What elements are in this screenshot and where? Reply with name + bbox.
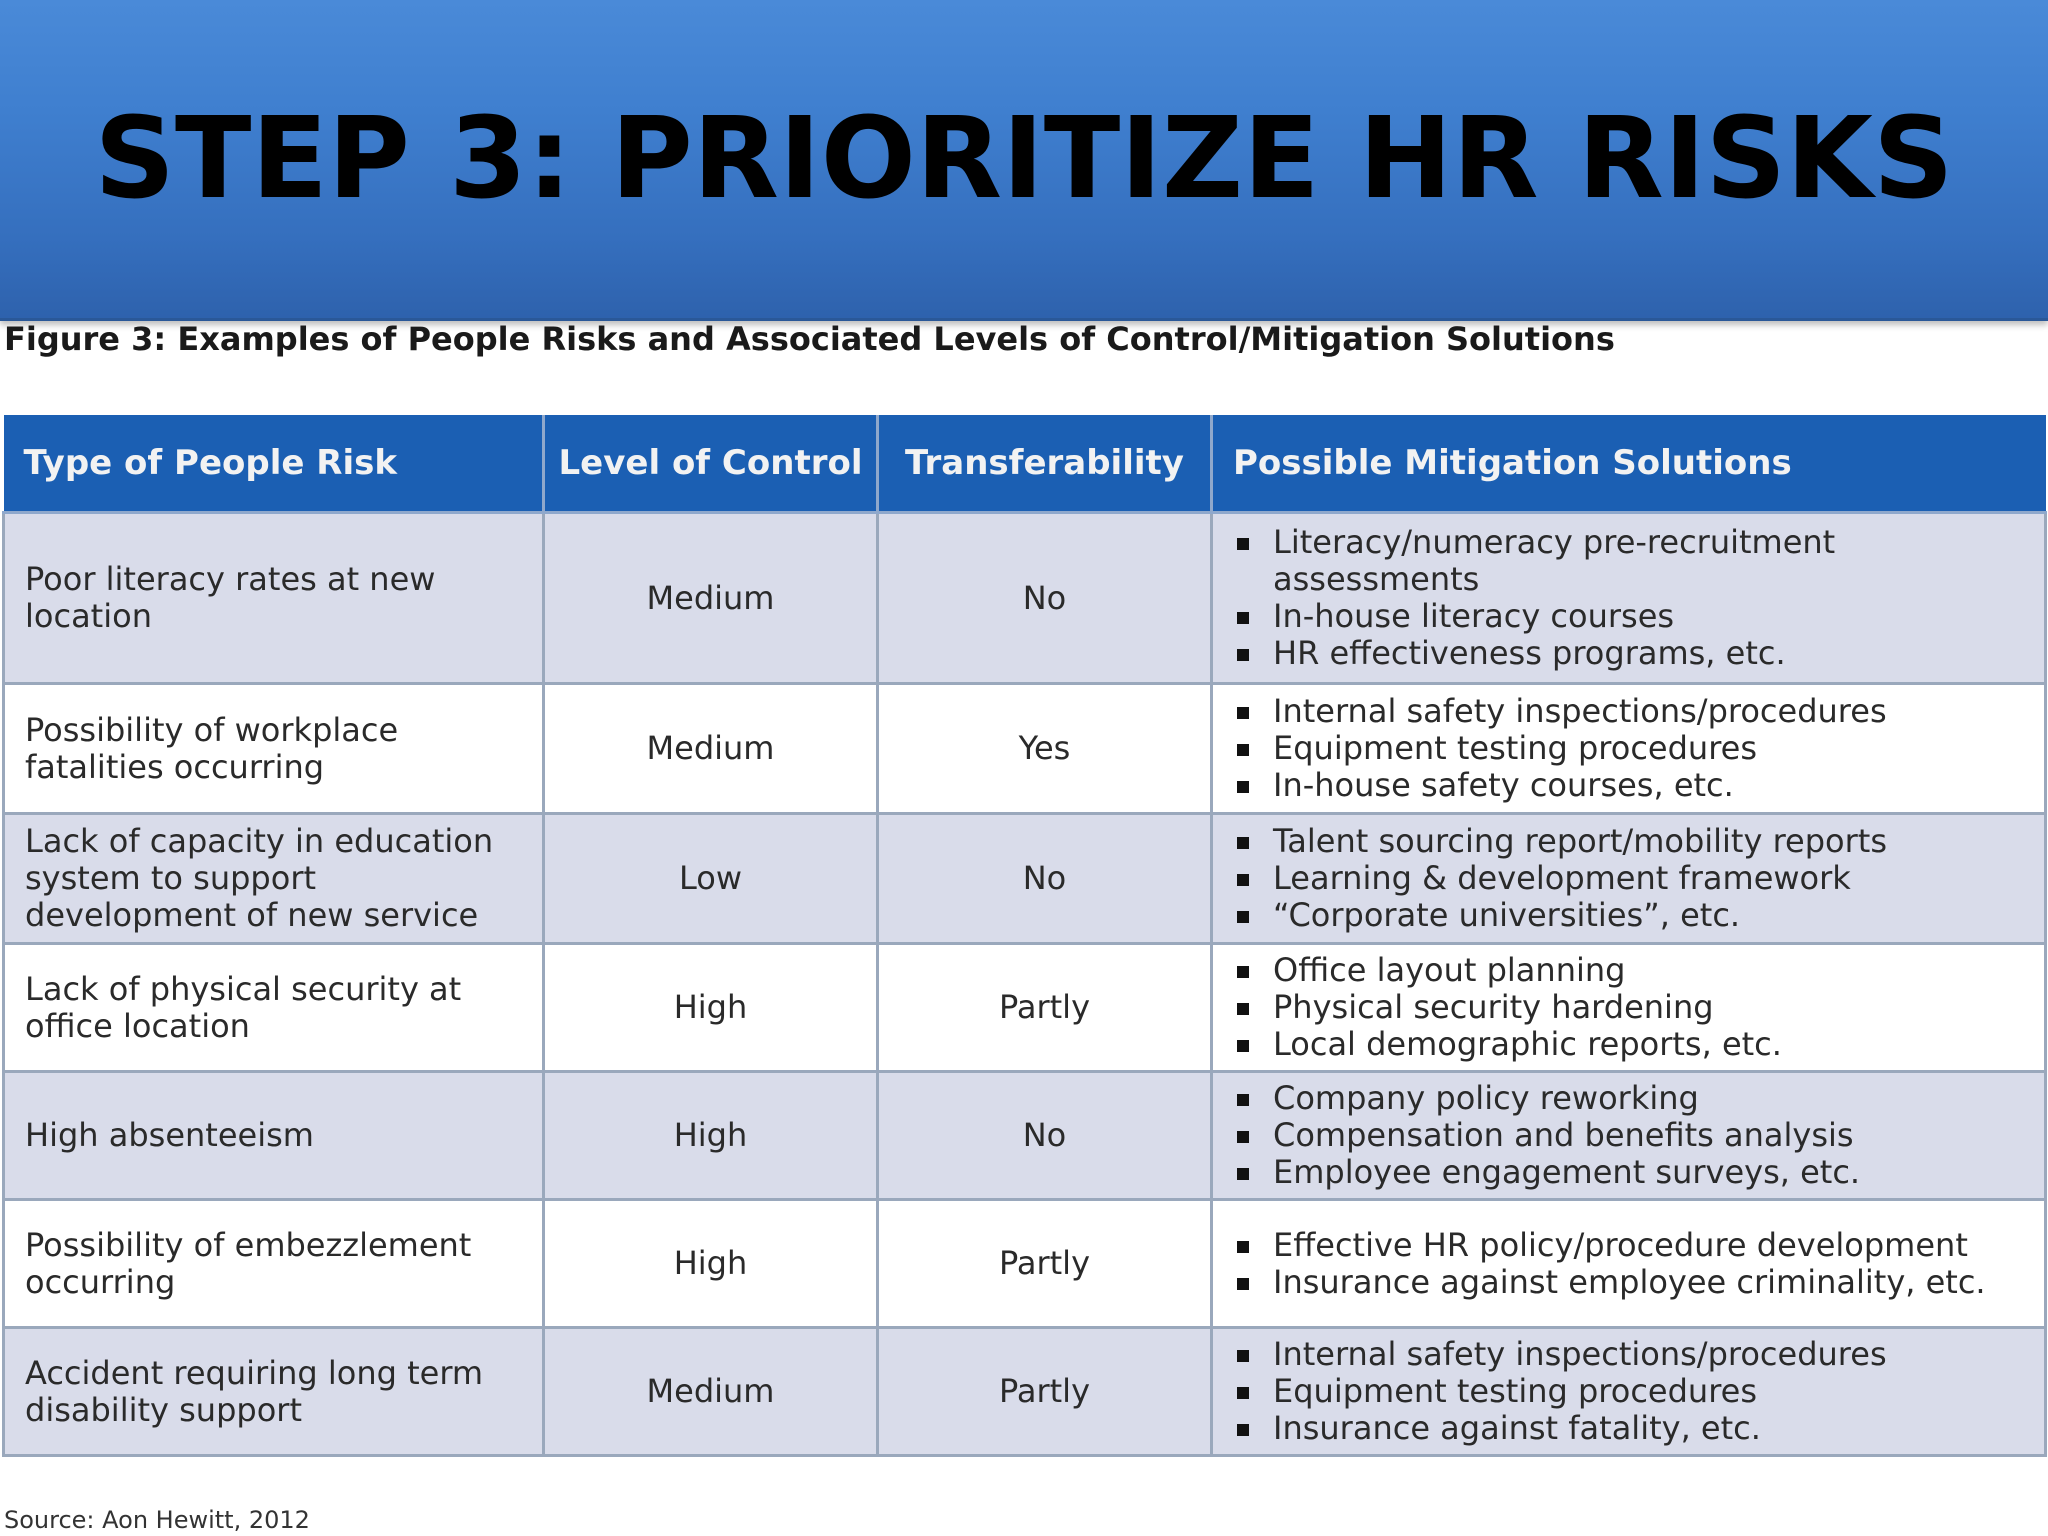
risk-table bbox=[2, 415, 2047, 1457]
solutions-cell bbox=[1212, 1072, 2046, 1200]
square-bullet-icon bbox=[1237, 1168, 1249, 1180]
solution-item bbox=[1231, 693, 2034, 730]
solutions-list bbox=[1231, 952, 2034, 1063]
solutions-cell bbox=[1212, 944, 2046, 1072]
header-type-of-people-risk: Type of People Risk bbox=[4, 415, 544, 513]
transferability-cell: No bbox=[878, 513, 1212, 684]
square-bullet-icon bbox=[1237, 1241, 1249, 1253]
solutions-list bbox=[1231, 693, 2034, 804]
transferability-cell: No bbox=[878, 1072, 1212, 1200]
square-bullet-icon bbox=[1237, 781, 1249, 793]
slide-title: STEP 3: PRIORITIZE HR RISKS bbox=[94, 94, 1954, 224]
solution-item bbox=[1231, 1336, 2034, 1373]
solution-text: Equipment testing procedures bbox=[1273, 729, 1758, 767]
square-bullet-icon bbox=[1237, 837, 1249, 849]
solution-text: Office layout planning bbox=[1273, 951, 1626, 989]
solutions-list bbox=[1231, 1080, 2034, 1191]
solution-text: Internal safety inspections/procedures bbox=[1273, 1335, 1887, 1373]
solution-item bbox=[1231, 952, 2034, 989]
solution-item bbox=[1231, 767, 2034, 804]
title-bar bbox=[0, 0, 2048, 321]
solutions-cell bbox=[1212, 1328, 2046, 1456]
solutions-list bbox=[1231, 1336, 2034, 1447]
table-header-row bbox=[4, 415, 2046, 513]
solutions-cell bbox=[1212, 513, 2046, 684]
figure-caption: Figure 3: Examples of People Risks and Associated Levels of Control/Mitigation Solutions bbox=[4, 320, 1615, 358]
control-cell: High bbox=[544, 944, 878, 1072]
control-cell: Low bbox=[544, 814, 878, 944]
transferability-cell: Partly bbox=[878, 1328, 1212, 1456]
square-bullet-icon bbox=[1237, 1003, 1249, 1015]
transferability-cell: Yes bbox=[878, 684, 1212, 814]
transferability-cell: Partly bbox=[878, 944, 1212, 1072]
square-bullet-icon bbox=[1237, 1040, 1249, 1052]
solution-item bbox=[1231, 989, 2034, 1026]
solution-item bbox=[1231, 730, 2034, 767]
solution-text: Equipment testing procedures bbox=[1273, 1372, 1758, 1410]
solutions-cell bbox=[1212, 684, 2046, 814]
solution-text: Physical security hardening bbox=[1273, 988, 1714, 1026]
table-row bbox=[4, 684, 2046, 814]
control-cell: High bbox=[544, 1072, 878, 1200]
solution-text: Effective HR policy/procedure development bbox=[1273, 1225, 1968, 1264]
solution-text: “Corporate universities”, etc. bbox=[1273, 896, 1741, 934]
risk-cell: Lack of capacity in education system to support development of new service bbox=[4, 814, 544, 944]
square-bullet-icon bbox=[1237, 1424, 1249, 1436]
control-cell: Medium bbox=[544, 1328, 878, 1456]
risk-cell: Accident requiring long term disability support bbox=[4, 1328, 544, 1456]
control-cell: High bbox=[544, 1200, 878, 1328]
solution-item bbox=[1231, 635, 2034, 672]
solution-text: Employee engagement surveys, etc. bbox=[1273, 1153, 1861, 1191]
risk-cell: Possibility of embezzlement occurring bbox=[4, 1200, 544, 1328]
square-bullet-icon bbox=[1237, 744, 1249, 756]
square-bullet-icon bbox=[1237, 1350, 1249, 1362]
square-bullet-icon bbox=[1237, 1387, 1249, 1399]
risk-cell: Possibility of workplace fatalities occurring bbox=[4, 684, 544, 814]
square-bullet-icon bbox=[1237, 1278, 1249, 1290]
solution-item bbox=[1231, 1080, 2034, 1117]
table-row bbox=[4, 814, 2046, 944]
solution-text: Talent sourcing report/mobility reports bbox=[1273, 822, 1887, 860]
table-row bbox=[4, 1072, 2046, 1200]
solution-item bbox=[1231, 1026, 2034, 1063]
control-cell: Medium bbox=[544, 684, 878, 814]
solution-text: In-house literacy courses bbox=[1273, 597, 1675, 635]
risk-cell: Lack of physical security at office location bbox=[4, 944, 544, 1072]
square-bullet-icon bbox=[1237, 966, 1249, 978]
solution-text: In-house safety courses, etc. bbox=[1273, 766, 1734, 804]
solution-item bbox=[1231, 524, 2034, 598]
solution-text: Company policy reworking bbox=[1273, 1079, 1699, 1117]
square-bullet-icon bbox=[1237, 1094, 1249, 1106]
table-row bbox=[4, 1200, 2046, 1328]
source-note: Source: Aon Hewitt, 2012 bbox=[4, 1506, 310, 1534]
solution-text: Local demographic reports, etc. bbox=[1273, 1025, 1782, 1063]
solution-item bbox=[1231, 1264, 2034, 1301]
solution-text: Literacy/numeracy pre-recruitment assessments bbox=[1273, 523, 1836, 598]
control-cell: Medium bbox=[544, 513, 878, 684]
solution-item bbox=[1231, 897, 2034, 934]
solutions-cell bbox=[1212, 1200, 2046, 1328]
square-bullet-icon bbox=[1237, 538, 1249, 550]
header-level-of-control: Level of Control bbox=[544, 415, 878, 513]
solution-item bbox=[1231, 1227, 2034, 1264]
solution-text: Insurance against fatality, etc. bbox=[1273, 1409, 1761, 1447]
solution-item bbox=[1231, 598, 2034, 635]
header-possible-mitigation-solutions: Possible Mitigation Solutions bbox=[1212, 415, 2046, 513]
solution-text: HR effectiveness programs, etc. bbox=[1273, 634, 1786, 672]
table-row bbox=[4, 1328, 2046, 1456]
transferability-cell: No bbox=[878, 814, 1212, 944]
solutions-list bbox=[1231, 823, 2034, 934]
table-row bbox=[4, 944, 2046, 1072]
square-bullet-icon bbox=[1237, 1131, 1249, 1143]
risk-cell: High absenteeism bbox=[4, 1072, 544, 1200]
solution-text: Insurance against employee criminality, etc. bbox=[1273, 1262, 1986, 1301]
transferability-cell: Partly bbox=[878, 1200, 1212, 1328]
solution-item bbox=[1231, 860, 2034, 897]
solutions-cell bbox=[1212, 814, 2046, 944]
solutions-list bbox=[1231, 1227, 2034, 1301]
square-bullet-icon bbox=[1237, 649, 1249, 661]
solution-item bbox=[1231, 1117, 2034, 1154]
risk-cell: Poor literacy rates at new location bbox=[4, 513, 544, 684]
square-bullet-icon bbox=[1237, 911, 1249, 923]
square-bullet-icon bbox=[1237, 707, 1249, 719]
solution-item bbox=[1231, 1154, 2034, 1191]
solution-item bbox=[1231, 1373, 2034, 1410]
square-bullet-icon bbox=[1237, 612, 1249, 624]
solution-item bbox=[1231, 1410, 2034, 1447]
solution-text: Compensation and benefits analysis bbox=[1273, 1116, 1854, 1154]
solutions-list bbox=[1231, 524, 2034, 672]
square-bullet-icon bbox=[1237, 874, 1249, 886]
header-transferability: Transferability bbox=[878, 415, 1212, 513]
solution-item bbox=[1231, 823, 2034, 860]
solution-text: Internal safety inspections/procedures bbox=[1273, 692, 1887, 730]
table-row bbox=[4, 513, 2046, 684]
solution-text: Learning & development framework bbox=[1273, 859, 1851, 897]
